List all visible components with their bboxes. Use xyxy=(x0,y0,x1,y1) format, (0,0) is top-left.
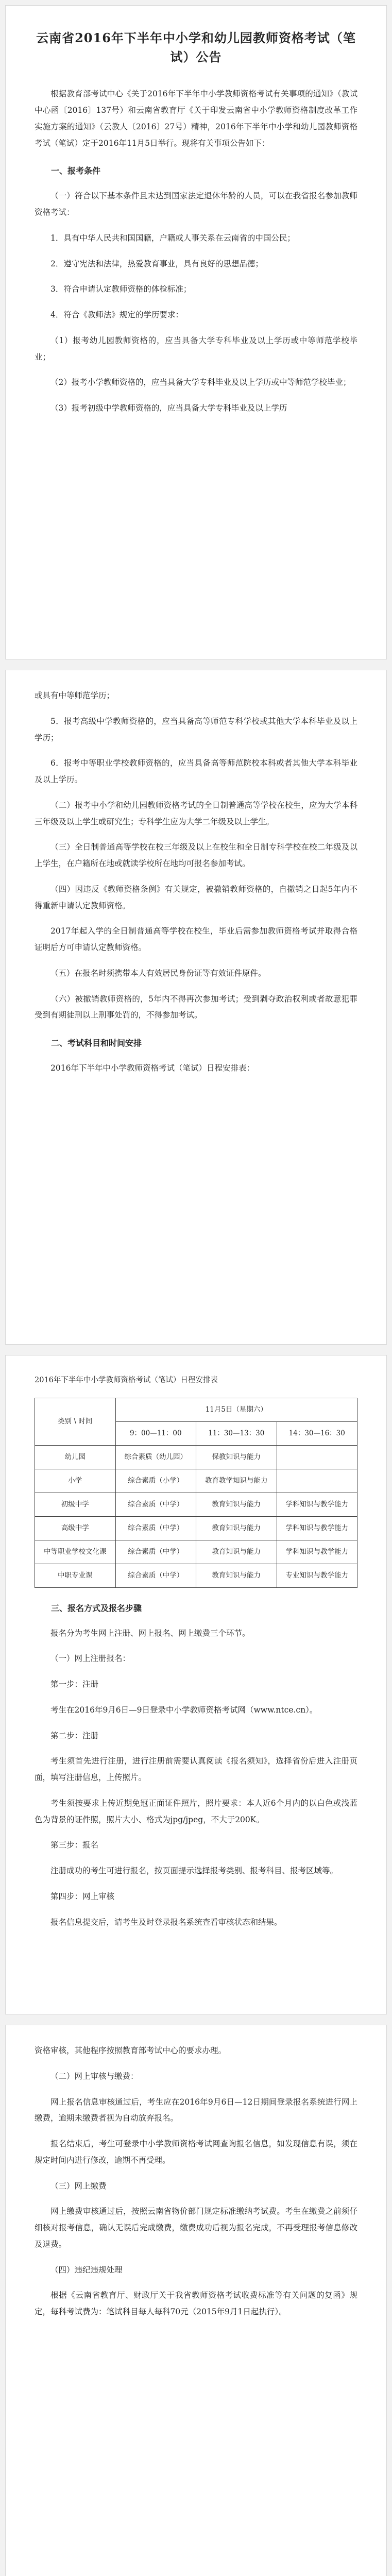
paragraph: （二）报考中小学和幼儿园教师资格考试的全日制普通高等学校在校生，应为大学本科三年级及以上学生或研究生；专科学生应为大学二年级及以上学生。 xyxy=(35,800,357,826)
table-cell-category: 高级中学 xyxy=(35,1516,116,1540)
table-cell: 学科知识与教学能力 xyxy=(277,1493,357,1516)
table-cell: 综合素质（幼儿园） xyxy=(115,1445,196,1469)
table-cell-category: 小学 xyxy=(35,1469,116,1493)
table-cell xyxy=(277,1445,357,1469)
table-row xyxy=(35,1445,357,1469)
paragraph: 5．报考高级中学教师资格的，应当具备高等师范专科学校或其他大学本科毕业及以上学历； xyxy=(35,716,357,742)
table-slot-header: 14：30—16：30 xyxy=(277,1421,357,1445)
table-row xyxy=(35,1540,357,1564)
document-page-1 xyxy=(5,5,387,659)
table-slot-header: 9：00—11：00 xyxy=(115,1421,196,1445)
paragraph: （3）报考初级中学教师资格的，应当具备大学专科毕业及以上学历 xyxy=(50,403,287,413)
paragraph: （三）全日制普通高等学校在校三年级及以上在校生和全日制专科学校在校二年级及以上学生，在户籍所在地或就读学校所在地均可报名参加考试。 xyxy=(35,842,357,869)
intro-paragraph: 根据教育部考试中心《关于2016年下半年中小学教师资格考试有关事项的通知》（教试中心函〔2016〕137号）和云南省教育厅《关于印发云南省中小学教师资格制度改革工作实施方案的通知》（云教人〔2016〕27号）精神，2016年下半年中小学和幼儿园教师资格考试（笔试）定于2016年11月5日举行。现将有关事项公告如下： xyxy=(35,89,357,148)
table-cell: 综合素质（中学） xyxy=(115,1540,196,1564)
paragraph: 6．报考中等职业学校教师资格的，应当具备高等师范院校本科或者其他大学本科毕业及以上学历。 xyxy=(35,758,357,785)
table-cell-category: 初级中学 xyxy=(35,1493,116,1516)
table-row xyxy=(35,1493,357,1516)
paragraph: 第一步：注册 xyxy=(50,1680,99,1689)
paragraph: （2）报考小学教师资格的，应当具备大学专科毕业及以上学历或中等师范学校毕业； xyxy=(50,378,351,387)
table-cell: 学科知识与教学能力 xyxy=(277,1516,357,1540)
paragraph: （一）符合以下基本条件且未达到国家法定退休年龄的人员，可以在我省报名参加教师资格考试： xyxy=(35,191,357,217)
paragraph: 考生须按要求上传近期免冠正面证件照片，照片要求：本人近6个月内的以白色或浅蓝色为背景的证件照，照片大小、格式为jpg/jpeg，不大于200K。 xyxy=(35,1798,357,1824)
table-cell: 专业知识与教学能力 xyxy=(277,1564,357,1587)
table-cell: 综合素质（小学） xyxy=(115,1469,196,1493)
paragraph: 3．符合申请认定教师资格的体检标准； xyxy=(50,284,192,294)
table-cell-category: 中职专业课 xyxy=(35,1564,116,1587)
paragraph: 考生须首先进行注册，进行注册前需要认真阅读《报名须知》，选择省份后进入注册页面，填写注册信息，上传照片。 xyxy=(35,1756,357,1783)
paragraph: 1．具有中华人民共和国国籍，户籍或人事关系在云南省的中国公民； xyxy=(50,233,295,243)
table-cell: 综合素质（中学） xyxy=(115,1516,196,1540)
document-page-3 xyxy=(5,1355,387,2014)
table-cell: 保教知识与能力 xyxy=(196,1445,277,1469)
table-cell: 综合素质（中学） xyxy=(115,1493,196,1516)
table-date-header: 11月5日（星期六） xyxy=(115,1398,357,1421)
table-cell: 教育知识与能力 xyxy=(196,1493,277,1516)
table-caption: 2016年下半年中小学教师资格考试（笔试）日程安排表 xyxy=(35,1376,218,1384)
paragraph: 2．遵守宪法和法律，热爱教育事业，具有良好的思想品德； xyxy=(50,259,263,268)
document-page-2 xyxy=(5,670,387,1345)
paragraph: （五）在报名时须携带本人有效居民身份证等有效证件原件。 xyxy=(50,968,266,978)
table-row xyxy=(35,1564,357,1587)
table-cell-category: 中等职业学校文化课 xyxy=(35,1540,116,1564)
table-cell: 教育教学知识与能力 xyxy=(196,1469,277,1493)
paragraph: （四）违纪违规处理 xyxy=(50,2265,123,2275)
table-cell-category: 幼儿园 xyxy=(35,1445,116,1469)
paragraph: 考生在2016年9月6日—9日登录中小学教师资格考试网（www.ntce.cn）。 xyxy=(50,1705,318,1715)
paragraph: 网上缴费审核通过后，按照云南省物价部门规定标准缴纳考试费。考生在缴费之前须仔细核对报考信息，确认无误后完成缴费，缴费成功后视为报名完成，不再受理报考信息修改及退费。 xyxy=(35,2207,357,2249)
paragraph: 注册成功的考生可进行报名，按页面提示选择报考类别、报考科目、报考区域等。 xyxy=(50,1866,338,1876)
paragraph: 报名结束后，考生可登录中小学教师资格考试网查询报名信息，如发现信息有误，须在规定时间内进行修改，逾期不再受理。 xyxy=(35,2139,357,2165)
table-cell: 学科知识与教学能力 xyxy=(277,1540,357,1564)
section-heading-1: 一、报考条件 xyxy=(51,166,101,176)
document-page-4 xyxy=(5,2025,387,2576)
table-corner-cell: 类别 \ 时间 xyxy=(35,1398,116,1445)
paragraph: （二）网上审核与缴费： xyxy=(50,2071,139,2081)
table-slot-header: 11：30—13：30 xyxy=(196,1421,277,1445)
paragraph: （六）被撤销教师资格的，5年内不得再次参加考试；受到剥夺政治权利或者故意犯罪受到有期徒刑以上刑事处罚的，不得参加考试。 xyxy=(35,994,357,1020)
table-cell: 教育知识与能力 xyxy=(196,1516,277,1540)
paragraph: 第二步：注册 xyxy=(50,1731,99,1740)
table-row xyxy=(35,1516,357,1540)
paragraph: 2017年起入学的全日制普通高等学校在校生，毕业后需参加教师资格考试并取得合格证明后方可申请认定教师资格。 xyxy=(35,926,357,953)
schedule-table xyxy=(35,1398,357,1588)
table-row xyxy=(35,1469,357,1493)
paragraph: 报名信息提交后，请考生及时登录报名系统查看审核状态和结果。 xyxy=(50,1917,282,1927)
paragraph: 第三步：报名 xyxy=(50,1840,99,1850)
paragraph: 2016年下半年中小学教师资格考试（笔试）日程安排表： xyxy=(50,1063,254,1073)
paragraph: （四）因违反《教师资格条例》有关规定，被撤销教师资格的，自撤销之日起5年内不得重新申请认定教师资格。 xyxy=(35,884,357,910)
paragraph: 根据《云南省教育厅、财政厅关于我省教师资格考试收费标准等有关问题的复函》规定，每科考试费为：笔试科目每人每科70元（2015年9月1日起执行）。 xyxy=(35,2291,357,2317)
page-title: 云南省2016年下半年中小学和幼儿园教师资格考试（笔试）公告 xyxy=(36,30,356,65)
section-heading-3: 三、报名方式及报名步骤 xyxy=(51,1603,142,1613)
paragraph: （一）网上注册报名： xyxy=(50,1654,131,1664)
paragraph: （1）报考幼儿园教师资格的，应当具备大学专科毕业及以上学历或中等师范学校毕业； xyxy=(35,335,357,362)
table-cell: 教育知识与能力 xyxy=(196,1540,277,1564)
paragraph: 或具有中等师范学历； xyxy=(35,691,115,700)
paragraph: （三）网上缴费 xyxy=(50,2181,107,2191)
paragraph: 第四步：网上审核 xyxy=(50,1891,115,1901)
paragraph: 网上报名信息审核通过后，考生应在2016年9月6日—12日期间登录报名系统进行网上缴费，逾期未缴费者视为自动放弃报名。 xyxy=(35,2097,357,2123)
table-cell xyxy=(277,1469,357,1493)
section-heading-2: 二、考试科目和时间安排 xyxy=(51,1038,142,1048)
paragraph: 报名分为考生网上注册、网上报名、网上缴费三个环节。 xyxy=(50,1628,250,1638)
paragraph: 4．符合《教师法》规定的学历要求： xyxy=(50,310,183,320)
table-cell: 教育知识与能力 xyxy=(196,1564,277,1587)
paragraph: 资格审核，其他程序按照教育部考试中心的要求办理。 xyxy=(35,2046,227,2055)
table-cell: 综合素质（中学） xyxy=(115,1564,196,1587)
